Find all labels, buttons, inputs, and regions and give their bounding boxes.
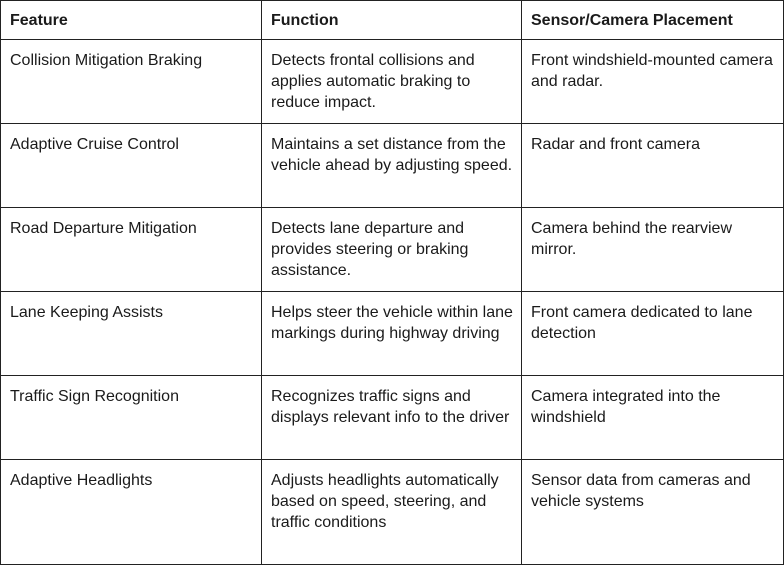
placement-cell: Camera behind the rearview mirror.	[522, 208, 784, 292]
feature-cell: Traffic Sign Recognition	[1, 376, 262, 460]
placement-cell: Camera integrated into the windshield	[522, 376, 784, 460]
placement-cell: Front camera dedicated to lane detection	[522, 292, 784, 376]
table-row	[1, 460, 784, 565]
function-cell: Detects lane departure and provides steering or braking assistance.	[262, 208, 522, 292]
table-header	[1, 1, 784, 40]
feature-cell: Adaptive Cruise Control	[1, 124, 262, 208]
column-header-function: Function	[262, 1, 522, 40]
table-row	[1, 124, 784, 208]
function-cell: Adjusts headlights automatically based on speed, steering, and traffic conditions	[262, 460, 522, 565]
table-body	[1, 40, 784, 565]
column-header-sensor-placement: Sensor/Camera Placement	[522, 1, 784, 40]
feature-cell: Lane Keeping Assists	[1, 292, 262, 376]
feature-cell: Road Departure Mitigation	[1, 208, 262, 292]
column-header-feature: Feature	[1, 1, 262, 40]
header-row	[1, 1, 784, 40]
table-row	[1, 208, 784, 292]
function-cell: Recognizes traffic signs and displays relevant info to the driver	[262, 376, 522, 460]
placement-cell: Sensor data from cameras and vehicle systems	[522, 460, 784, 565]
table-row	[1, 376, 784, 460]
function-cell: Helps steer the vehicle within lane markings during highway driving	[262, 292, 522, 376]
function-cell: Detects frontal collisions and applies automatic braking to reduce impact.	[262, 40, 522, 124]
function-cell: Maintains a set distance from the vehicle ahead by adjusting speed.	[262, 124, 522, 208]
feature-cell: Adaptive Headlights	[1, 460, 262, 565]
table-row	[1, 292, 784, 376]
placement-cell: Front windshield-mounted camera and radar.	[522, 40, 784, 124]
placement-cell: Radar and front camera	[522, 124, 784, 208]
feature-cell: Collision Mitigation Braking	[1, 40, 262, 124]
table-row	[1, 40, 784, 124]
